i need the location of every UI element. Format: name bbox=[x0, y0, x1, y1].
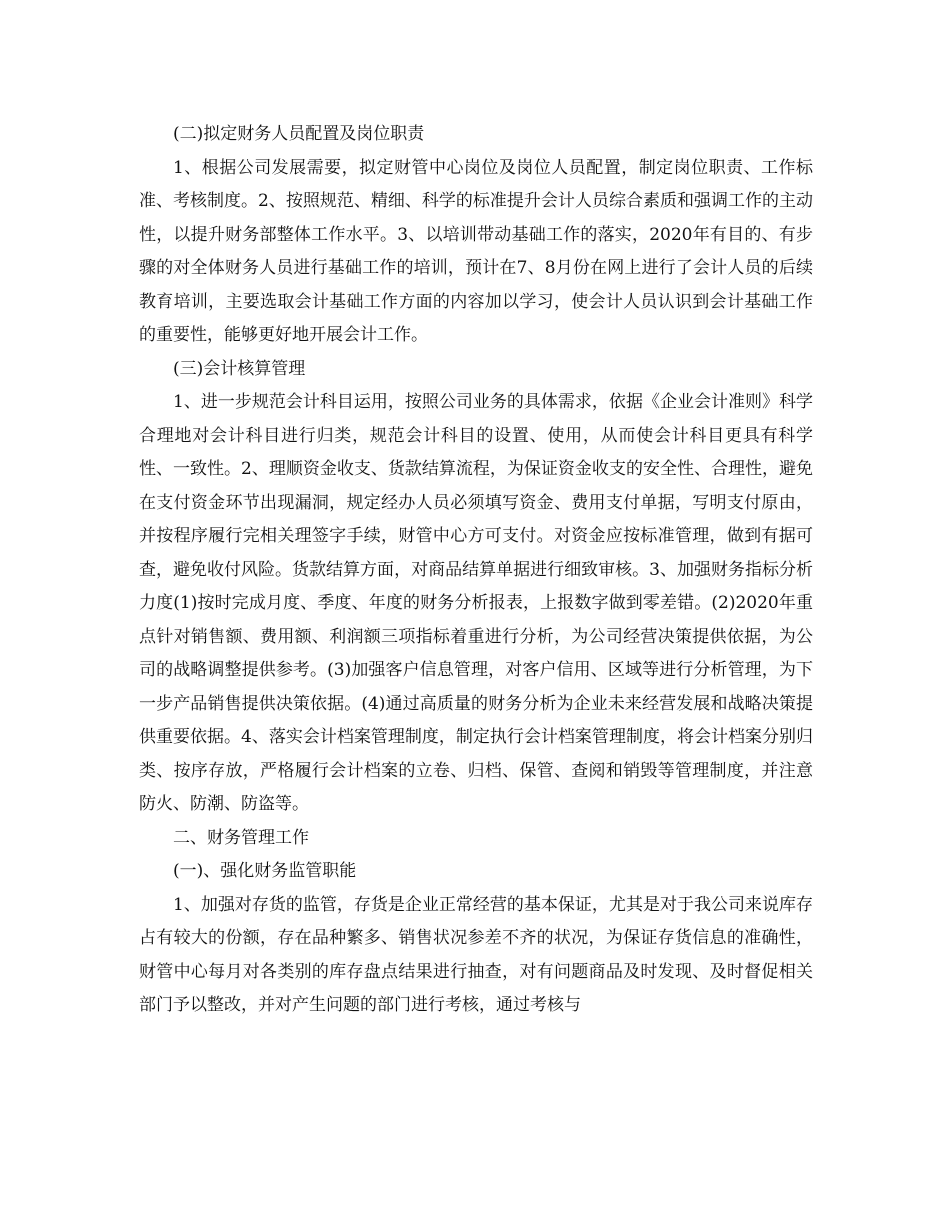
subsection-heading-supervision: (一)、强化财务监管职能 bbox=[173, 861, 357, 881]
paragraph-staffing-details: 1、根据公司发展需要，拟定财管中心岗位及岗位人员配置，制定岗位职责、工作标准、考核制度。2、按照规范、精细、科学的标准提升会计人员综合素质和强调工作的主动性，以提升财务部整体工作水平。3、以培训带动基础工作的落实，2020年有目的、有步骤的对全体财务人员进行基础工作的培训，预计在7、8月份在网上进行了会计人员的后续教育培训，主要选取会计基础工作方面的内容加以学习，使会计人员认识到会计基础工作的重要性，能够更好地开展会计工作。 bbox=[139, 157, 813, 345]
paragraph-accounting-details: 1、进一步规范会计科目运用，按照公司业务的具体需求，依据《企业会计准则》科学合理地对会计科目进行归类，规范会计科目的设置、使用，从而使会计科目更具有科学性、一致性。2、理顺资金收支、货款结算流程，为保证资金收支的安全性、合理性，避免在支付资金环节出现漏洞，规定经办人员必须填写资金、费用支付单据，写明支付原由，并按程序履行完相关理签字手续，财管中心方可支付。对资金应按标准管理，做到有据可查，避免收付风险。货款结算方面，对商品结算单据进行细致审核。3、加强财务指标分析力度(1)按时完成月度、季度、年度的财务分析报表，上报数字做到零差错。(2)2020年重点针对销售额、费用额、利润额三项指标着重进行分析，为公司经营决策提供依据，为公司的战略调整提供参考。(3)加强客户信息管理，对客户信用、区域等进行分析管理，为下一步产品销售提供决策依据。(4)通过高质量的财务分析为企业未来经营发展和战略决策提供重要依据。4、落实会计档案管理制度，制定执行会计档案管理制度，将会计档案分别归类、按序存放，严格履行会计档案的立卷、归档、保管、查阅和销毁等管理制度，并注意防火、防潮、防盗等。 bbox=[139, 392, 813, 814]
paragraph-inventory-supervision: 1、加强对存货的监管，存货是企业正常经营的基本保证，尤其是对于我公司来说库存占有较大的份额，存在品种繁多、销售状况参差不齐的状况，为保证存货信息的准确性，财管中心每月对各类别的库存盘点结果进行抽查，对有问题商品及时发现、及时督促相关部门予以整改，并对产生问题的部门进行考核，通过考核与 bbox=[139, 894, 813, 1015]
section-heading-financial-management: 二、财务管理工作 bbox=[173, 827, 309, 848]
section-heading-staffing: (二)拟定财务人员配置及岗位职责 bbox=[173, 124, 425, 144]
document-page bbox=[139, 118, 813, 1023]
section-heading-accounting: (三)会计核算管理 bbox=[173, 358, 306, 379]
